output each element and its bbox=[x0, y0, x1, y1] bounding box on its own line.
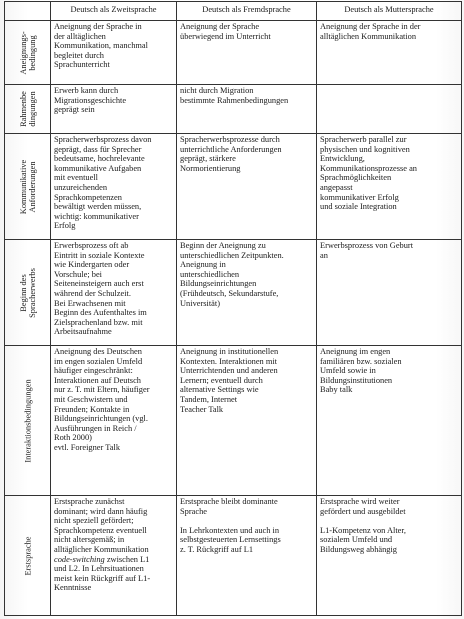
table-cell: Erstsprache wird weiter gefördert und ausgebildet L1-Kompetenz von Alter, sozialem Umfeld und Bildungsweg abhängig bbox=[317, 496, 462, 616]
table-cell: Spracherwerbsprozess davon geprägt, dass für Sprecher bedeutsame, hochrelevante kommunikative Aufgaben mit eventuell unzureichenden Sprachkompetenzen bewältigt werden müssen, wichtig: kommunikativer Erfolg bbox=[51, 134, 177, 240]
table-cell bbox=[317, 85, 462, 134]
row-label-cell bbox=[5, 346, 51, 496]
table-cell: Erwerbsprozess von Geburt an bbox=[317, 240, 462, 346]
comparison-table bbox=[4, 1, 462, 616]
header-dazs: Deutsch als Zweitsprache bbox=[51, 2, 177, 21]
table-row bbox=[5, 21, 462, 85]
table-cell: Aneignung des Deutschen im engen sozialen Umfeld häufiger eingeschränkt: Interaktionen auf Deutsch nur z. T. mit Eltern, häufiger mit Geschwistern und Freunden; Kontakte in Bildungseinrichtungen (vgl. Ausführungen in Reich / Roth 2000) evtl. Foreigner Talk bbox=[51, 346, 177, 496]
row-label: Interaktionsbedingungen bbox=[22, 378, 32, 463]
row-label-cell bbox=[5, 85, 51, 134]
table-row bbox=[5, 134, 462, 240]
row-label-cell bbox=[5, 21, 51, 85]
table-cell: Aneignung in institutionellen Kontexten. Interaktionen mit Unterrichtenden und anderen Lernern; eventuell durch alternative Settings wie Tandem, Internet Teacher Talk bbox=[177, 346, 317, 496]
row-label-cell bbox=[5, 496, 51, 616]
row-label: Erstsprache bbox=[22, 535, 32, 576]
table-cell: Erwerb kann durch Migrationsgeschichte geprägt sein bbox=[51, 85, 177, 134]
header-dams: Deutsch als Muttersprache bbox=[317, 2, 462, 21]
row-label: Aneignungs- bedingung bbox=[18, 30, 37, 75]
table-row bbox=[5, 346, 462, 496]
table-row bbox=[5, 240, 462, 346]
header-dafs: Deutsch als Fremdsprache bbox=[177, 2, 317, 21]
cell-text: Erstsprache zunächst dominant; wird dann häufig nicht speziell gefördert; Sprachkompetenz eventuell nicht altersgemäß; in alltäglicher Kommunikation bbox=[54, 497, 149, 554]
row-label: Beginn des Spracherwerbs bbox=[18, 267, 37, 318]
table-row bbox=[5, 85, 462, 134]
table-row bbox=[5, 496, 462, 616]
table-cell: Erwerbsprozess oft ab Eintritt in soziale Kontexte wie Kindergarten oder Vorschule; bei Seiteneinsteigern auch erst während der Schulzeit. Bei Erwachsenen mit Beginn des Aufenthaltes im Zielsprachenland bzw. mit Arbeitsaufnahme bbox=[51, 240, 177, 346]
table-cell: Beginn der Aneignung zu unterschiedlichen Zeitpunkten. Aneignung in unterschiedlichen Bildungseinrichtungen (Frühdeutsch, Sekundarstufe, Universität) bbox=[177, 240, 317, 346]
table-cell: Aneignung der Sprache in der alltäglichen Kommunikation bbox=[317, 21, 462, 85]
row-label: Rahmenbe dingungen bbox=[18, 91, 37, 127]
cell-text-italic: code-switching bbox=[54, 554, 105, 564]
row-label-cell bbox=[5, 240, 51, 346]
header-row bbox=[5, 2, 462, 21]
table-cell: nicht durch Migration bestimmte Rahmenbedingungen bbox=[177, 85, 317, 134]
table-cell: Aneignung der Sprache überwiegend im Unterricht bbox=[177, 21, 317, 85]
table-cell: Aneignung im engen familiären bzw. sozialen Umfeld sowie in Bildungsinstitutionen Baby talk bbox=[317, 346, 462, 496]
table-cell: Erstsprache bleibt dominante Sprache In Lehrkontexten und auch in selbstgesteuerten Lernsettings z. T. Rückgriff auf L1 bbox=[177, 496, 317, 616]
table-cell: Spracherwerbsprozesse durch unterrichtliche Anforderungen geprägt, stärkere Normorientierung bbox=[177, 134, 317, 240]
table-cell bbox=[51, 496, 177, 616]
table-cell: Spracherwerb parallel zur physischen und kognitiven Entwicklung, Kommunikationsprozesse an Sprachmöglichkeiten angepasst kommunikativer Erfolg und soziale Integration bbox=[317, 134, 462, 240]
cell-text: zwischen L1 und L2. In Lehrsituationen meist kein Rückgriff auf L1- Kenntnisse bbox=[54, 554, 151, 593]
row-label-cell bbox=[5, 134, 51, 240]
row-label: Kommunikative Anforderungen bbox=[18, 159, 37, 214]
table-cell: Aneignung der Sprache in der alltäglichen Kommunikation, manchmal begleitet durch Sprachunterricht bbox=[51, 21, 177, 85]
header-corner bbox=[5, 2, 51, 21]
